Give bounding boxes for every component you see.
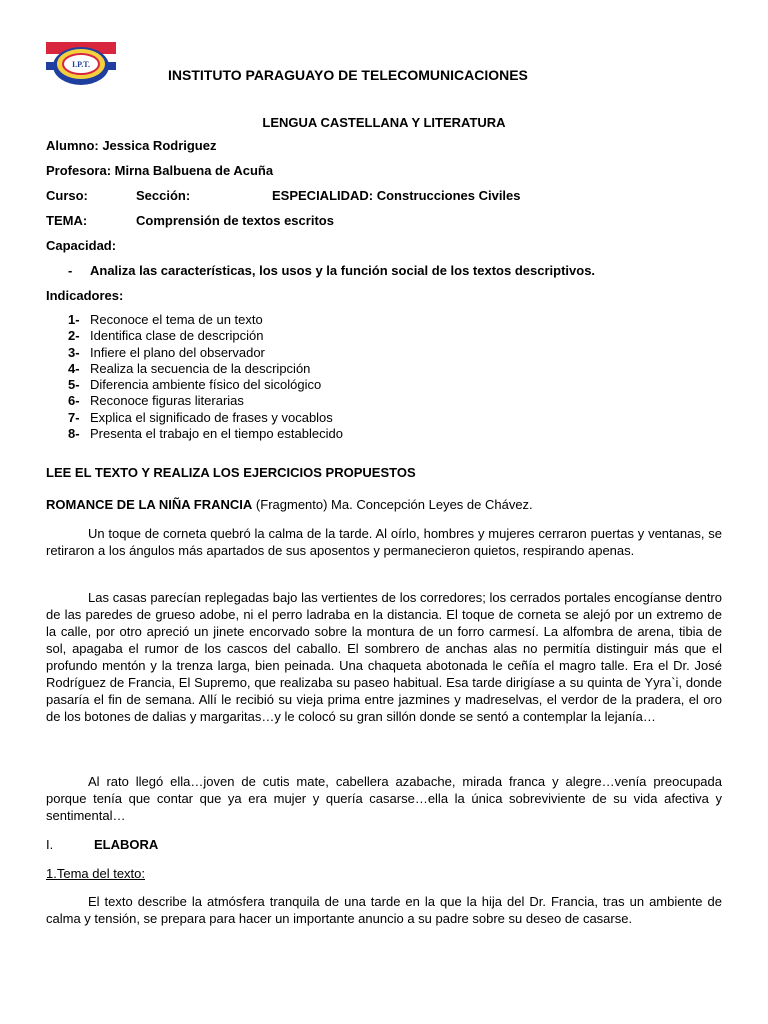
list-item-text: Realiza la secuencia de la descripción <box>90 360 311 376</box>
reading-title-author: (Fragmento) Ma. Concepción Leyes de Chávez. <box>252 497 533 512</box>
list-item <box>68 328 343 344</box>
reading-title-main: ROMANCE DE LA NIÑA FRANCIA <box>46 497 253 512</box>
list-item <box>68 426 343 442</box>
section-number: I. <box>46 837 54 852</box>
list-item-number: 8- <box>68 426 80 442</box>
tema-value: Comprensión de textos escritos <box>136 213 334 228</box>
list-item <box>68 312 343 328</box>
subject-title: LENGUA CASTELLANA Y LITERATURA <box>262 115 506 130</box>
institute-logo <box>44 40 118 88</box>
list-item-number: 6- <box>68 393 80 409</box>
list-item-text: Diferencia ambiente físico del sicológico <box>90 377 322 393</box>
list-item <box>68 410 343 426</box>
list-item-number: 7- <box>68 409 80 425</box>
tema-label: TEMA: <box>46 213 88 228</box>
curso-label: Curso: <box>46 188 88 203</box>
section-title: ELABORA <box>94 837 159 852</box>
capacidad-label: Capacidad: <box>46 238 117 253</box>
reading-paragraph-2: Las casas parecían replegadas bajo las vertientes de los corredores; los cerrados portales encogíanse dentro de las paredes de grueso adobe, ni el perro ladraba en la distancia. El toque de corneta se alejó por un extremo de la calle, por otro apreció un jinete encorvado sobre la montura de un forro carmesí. La alfombra de arena, tibia de sol, apagaba el rumor de los cascos del caballo. El sombrero de anchas alas no permitía distinguir más que el profundo mentón y la trenza larga, bien peinada. Una chaqueta abotonada le ceñía el magro talle. Era el Dr. José Rodríguez de Francia, El Supremo, que realizaba su paseo habitual. Esa tarde dirigíase a su quinta de Yyra`i, donde pasaría el fin de semana. Allí le recibió su vieja prima entre jazmines y madreselvas, el verdor de la pradera, el oro de los botones de dalias y margaritas…y le colocó su gran sillón donde se sentó a contemplar la lejanía… <box>46 590 722 724</box>
list-item-number: 4- <box>68 360 80 376</box>
reading-paragraph-3: Al rato llegó ella…joven de cutis mate, cabellera azabache, mirada franca y alegre…venía preocupada porque tenía que contar que ya era mujer y quería casarse…ella la única sobreviviente de su vida afectiva y sentimental… <box>46 774 722 823</box>
list-item <box>68 377 343 393</box>
reading-paragraph-1: Un toque de corneta quebró la calma de la tarde. Al oírlo, hombres y mujeres cerraron puertas y ventanas, se retiraron a los ángulos más apartados de sus aposentos y permanecieron quietos, respirando apenas. <box>46 526 722 558</box>
list-item-text: Explica el significado de frases y vocablos <box>90 409 333 425</box>
list-item-number: 5- <box>68 377 80 393</box>
indicadores-list <box>68 312 343 442</box>
capacidad-bullet: - <box>68 263 73 278</box>
especialidad-label: ESPECIALIDAD: Construcciones Civiles <box>272 188 521 203</box>
reading-title <box>46 497 533 512</box>
reading-instruction: LEE EL TEXTO Y REALIZA LOS EJERCICIOS PROPUESTOS <box>46 465 416 480</box>
list-item-text: Identifica clase de descripción <box>90 328 264 344</box>
answer-paragraph: El texto describe la atmósfera tranquila de una tarde en la que la hija del Dr. Francia, tras un ambiente de calma y tensión, se prepara para hacer un importante anuncio a su padre sobre su deseo de casarse. <box>46 894 722 926</box>
list-item <box>68 361 343 377</box>
seccion-label: Sección: <box>136 188 191 203</box>
indicadores-label: Indicadores: <box>46 288 124 303</box>
list-item-text: Infiere el plano del observador <box>90 344 265 360</box>
list-item-number: 3- <box>68 344 80 360</box>
capacidad-text: Analiza las características, los usos y la función social de los textos descriptivos. <box>90 263 596 278</box>
student-name: Alumno: Jessica Rodriguez <box>46 138 217 153</box>
teacher-name: Profesora: Mirna Balbuena de Acuña <box>46 163 274 178</box>
list-item <box>68 345 343 361</box>
svg-text:I.P.T.: I.P.T. <box>71 60 91 69</box>
list-item <box>68 393 343 409</box>
list-item-text: Reconoce figuras literarias <box>90 393 244 409</box>
list-item-number: 1- <box>68 312 80 327</box>
list-item-number: 2- <box>68 328 80 344</box>
list-item-text: Reconoce el tema de un texto <box>90 312 263 327</box>
institute-name: INSTITUTO PARAGUAYO DE TELECOMUNICACIONES <box>168 67 528 83</box>
list-item-text: Presenta el trabajo en el tiempo establecido <box>90 426 343 442</box>
subheading-tema: 1.Tema del texto: <box>46 866 145 881</box>
